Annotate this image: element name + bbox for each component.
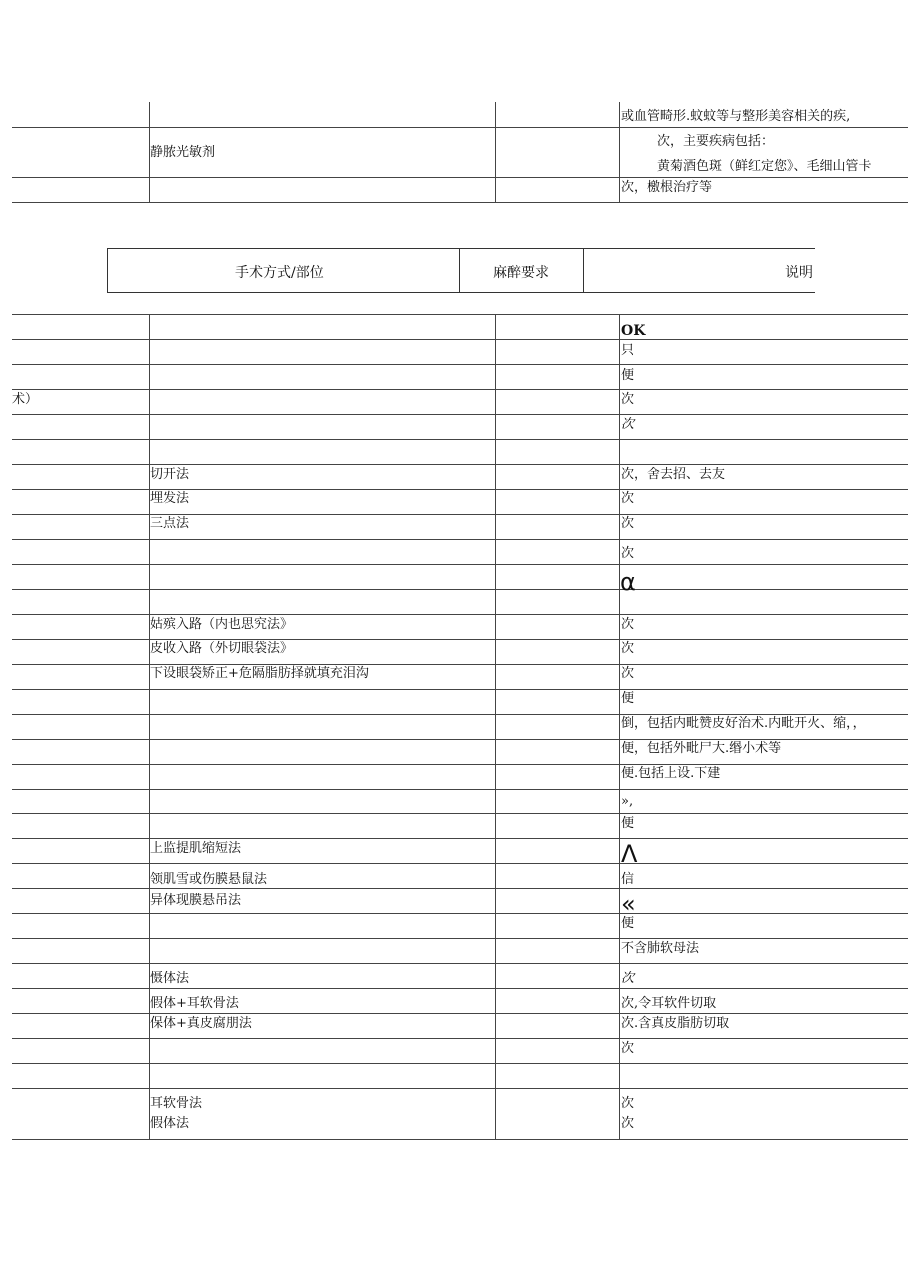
divider [12, 589, 908, 590]
divider [12, 1088, 908, 1089]
method-cell: 领肌雪或伤膜悬鼠法 [150, 872, 268, 887]
note-cell: α [620, 568, 636, 596]
divider [12, 339, 908, 340]
table-header [107, 248, 815, 293]
note-cell: 便 [621, 691, 635, 706]
divider [12, 202, 908, 203]
top-row2-method: 静脓光敏剂 [150, 145, 216, 160]
note-cell: », [621, 794, 634, 809]
top-row2-note-line2: 黄菊酒色斑（鲜红定您》、毛细山管卡 [657, 159, 872, 174]
note-cell: 次 [621, 666, 635, 681]
method-cell: 慑体法 [150, 971, 190, 986]
divider [12, 177, 908, 178]
divider [12, 489, 908, 490]
divider [12, 439, 908, 440]
method-cell: 埋发法 [150, 491, 190, 506]
note-cell: 便 [621, 816, 635, 831]
divider [12, 464, 908, 465]
top-row1-note: 或血管畸形.蚊蚊等与整形美容相关的疾, [621, 109, 851, 124]
divider [619, 314, 620, 1139]
note-cell: 次 [621, 641, 635, 656]
divider [12, 1013, 908, 1014]
divider [12, 863, 908, 864]
note-cell: 次 [621, 392, 635, 407]
divider [12, 913, 908, 914]
note-cell: OK [621, 323, 646, 339]
divider [12, 614, 908, 615]
note-cell: 次 [621, 617, 635, 632]
note-cell: 信 [621, 872, 635, 887]
divider [12, 838, 908, 839]
note-cell: 便，包括外毗尸大.缗小术等 [621, 741, 782, 756]
divider [12, 127, 908, 128]
divider [12, 813, 908, 814]
divider [495, 102, 496, 203]
divider [12, 789, 908, 790]
note-cell: 只 [621, 343, 635, 358]
note-cell: 次 [621, 1096, 635, 1111]
note-cell: 次，舍去招、去友 [621, 467, 726, 482]
method-cell: 姑殡入路（内也思究法》 [150, 617, 294, 632]
note-cell: 倒，包括内毗赞皮好治术.内毗开火、缩，， [621, 716, 866, 731]
divider [12, 1063, 908, 1064]
divider [12, 888, 908, 889]
header-method: 手术方式/部位 [235, 265, 324, 281]
note-cell: 不含肺软母法 [621, 941, 700, 956]
divider [12, 364, 908, 365]
divider [12, 1139, 908, 1140]
divider [12, 739, 908, 740]
divider [12, 963, 908, 964]
method-cell: 耳软骨法 [150, 1096, 203, 1111]
top-row3-note: 次，檄根治疗等 [621, 180, 713, 195]
method-cell: 上监提肌缩短法 [150, 841, 242, 856]
divider [583, 249, 584, 292]
note-cell: 次 [621, 546, 635, 561]
note-cell: 次 [621, 1116, 635, 1131]
note-cell: 便 [621, 368, 635, 383]
method-cell: 皮收入路（外切眼袋法》 [150, 641, 294, 656]
divider [12, 389, 908, 390]
header-anesthesia: 麻醉要求 [493, 265, 549, 281]
note-cell: 次.含真皮脂肪切取 [621, 1016, 730, 1031]
divider [12, 414, 908, 415]
method-cell: 假体+耳软骨法 [150, 996, 239, 1011]
note-cell: 次 [621, 491, 635, 506]
divider [12, 564, 908, 565]
row-category: 术） [12, 392, 39, 407]
method-cell: 异体现膜悬吊法 [150, 893, 242, 908]
note-cell: 次,令耳软件切取 [621, 996, 717, 1011]
method-cell: 切开法 [150, 467, 190, 482]
note-cell: Λ [621, 840, 638, 868]
divider [619, 102, 620, 203]
divider [12, 1038, 908, 1039]
note-cell: 便 [621, 916, 635, 931]
divider [12, 639, 908, 640]
header-note: 说明 [785, 265, 813, 281]
method-cell: 下设眼袋矫正+危隔脂肪择就填充泪沟 [150, 666, 369, 681]
top-row2-note-line1: 次，主要疾病包括： [657, 134, 775, 149]
method-cell: 三点法 [150, 516, 190, 531]
note-cell: « [621, 890, 636, 918]
divider [12, 689, 908, 690]
divider [12, 938, 908, 939]
divider [459, 249, 460, 292]
method-cell: 假体法 [150, 1116, 190, 1131]
divider [495, 314, 496, 1139]
divider [12, 764, 908, 765]
divider [12, 988, 908, 989]
divider [12, 664, 908, 665]
note-cell: 便.包括上设.下建 [621, 766, 721, 781]
divider [12, 539, 908, 540]
note-cell: 次 [621, 516, 635, 531]
divider [12, 714, 908, 715]
note-cell: 次 [621, 971, 635, 986]
method-cell: 保体+真皮腐朋法 [150, 1016, 252, 1031]
divider [12, 314, 908, 315]
note-cell: 次 [621, 417, 635, 432]
divider [12, 514, 908, 515]
note-cell: 次 [621, 1041, 635, 1056]
